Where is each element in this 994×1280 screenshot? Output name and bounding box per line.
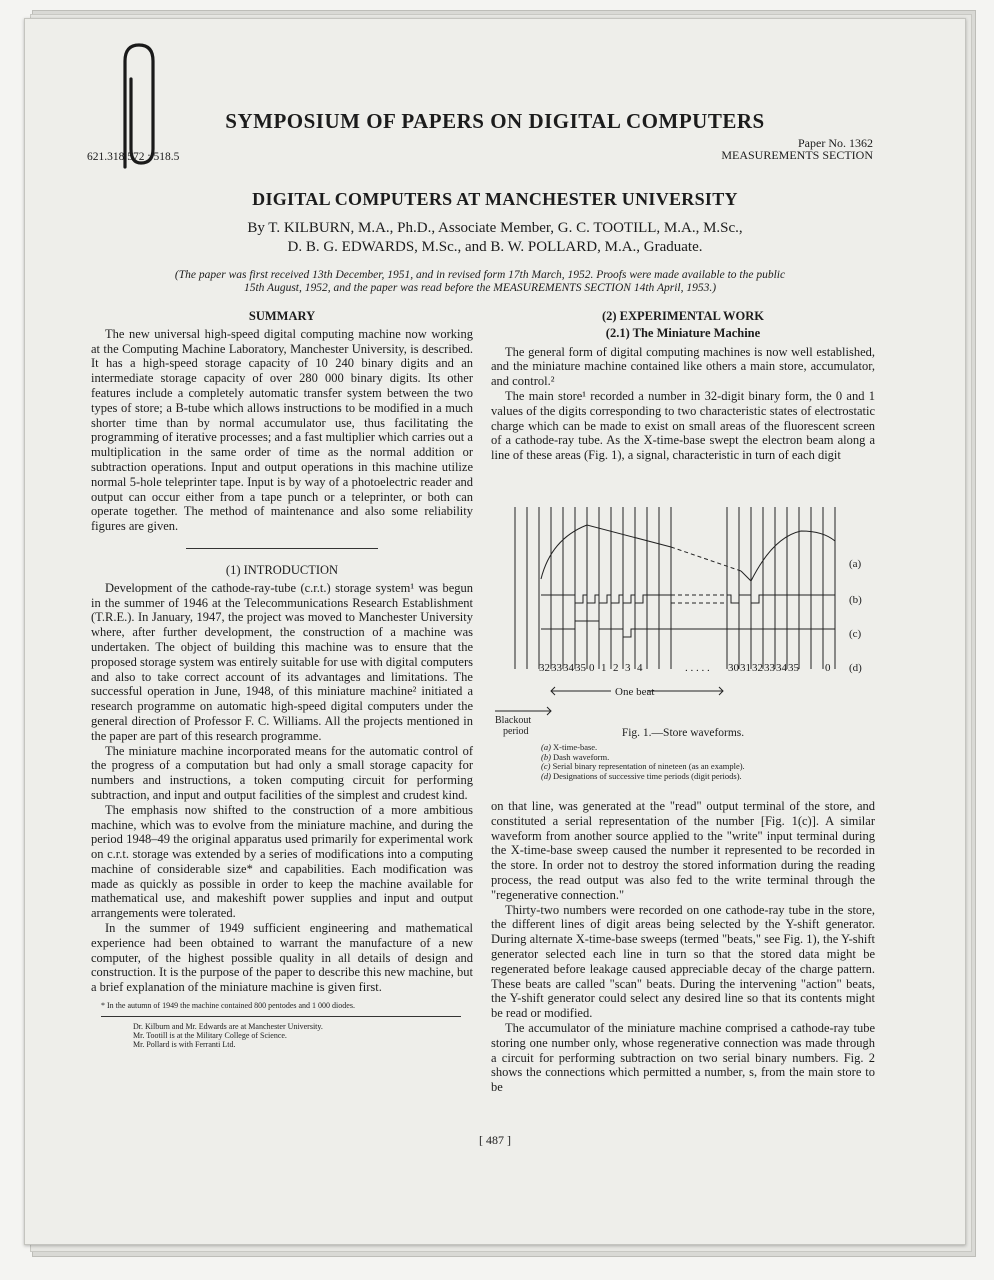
legend-item: (a) X-time-base. — [541, 742, 598, 752]
section-name: MEASUREMENTS SECTION — [721, 148, 873, 162]
waveform-b — [727, 595, 835, 603]
footnote-rule — [101, 1016, 461, 1017]
row-label-d: (d) — [849, 662, 862, 674]
intro-heading: (1) INTRODUCTION — [225, 562, 339, 577]
waveform-c — [541, 621, 835, 637]
left-column — [91, 309, 473, 1049]
intro-paragraph: Development of the cathode-ray-tube (c.r.t.) storage system¹ was begun in the summer of 1946 at the Telecommunications Research Establishment (T.R.E.). In January, 1947, the project was moved to Manchester University where, after further development, the construction of a machine was undertaken. The object of building this machine was to ensure that the proposed storage system was entirely suitable for use with digital computers and also to take correct account of its advantages and limitations. The successful operation in June, 1948, of this miniature machine² initiated a research programme on automatic high-speed digital computers under the general direction of Professor F. C. Williams. All the projects mentioned in the paper are part of this research programme. — [91, 580, 473, 743]
received-line-1: (The paper was first received 13th December, 1951, and in revised form 17th March, 1952. Proofs were made available to the public — [174, 269, 786, 281]
page-number: [ 487 ] — [479, 1133, 511, 1147]
waveform-a — [741, 531, 835, 581]
legend-item: (d) Designations of successive time periods (digit periods). — [541, 770, 742, 781]
affiliations — [91, 1022, 473, 1049]
row-label-b: (b) — [849, 594, 862, 606]
digit-label: 35 — [575, 662, 586, 674]
waveform-a — [541, 525, 671, 579]
footnote-star: * In the autumn of 1949 the machine contained 800 pentodes and 1 000 diodes. — [101, 1001, 355, 1011]
digit-label: 4 — [637, 662, 643, 674]
waveform-b — [541, 595, 671, 603]
experimental-heading: (2) EXPERIMENTAL WORK — [601, 309, 765, 323]
digit-label: 0 — [589, 662, 595, 674]
digit-label: 32 — [539, 662, 550, 674]
journal-title: SYMPOSIUM OF PAPERS ON DIGITAL COMPUTERS — [225, 109, 765, 133]
summary-text: The new universal high-speed digital computing machine now working at the Computing Machine Laboratory, Manchester University, is described. It has a high-speed storage capacity of 10 240 binary digits and an intermediate storage capacity of over 280 000 binary digits. Its other features include a completely automatic transfer system between the two types of store; a B-tube which allows instructions to be modified in a much shorter time than by normal accumulator use, thus facilitating the programming of iterative processes; and a fast multiplier which carries out a multiplication in the same order of time as the normal addition or subtraction operations. Input and output operations in this machine utilize normal 5-hole teleprinter tape. Input is by way of a photoelectric reader and output can occur either from a tape punch or a teleprinter, or both can operate together. The method of maintenance and also some reliability figures are given. — [91, 326, 473, 534]
row-label-c: (c) — [849, 628, 862, 640]
miniature-machine-heading: (2.1) The Miniature Machine — [605, 325, 761, 340]
intro-paragraph: The emphasis now shifted to the construction of a more ambitious machine, which was to evolve from the miniature machine, and during the period 1948–49 the original apparatus used primarily for experimental work on c.r.t. storage was extended by a series of modifications into a computing machine of considerable size* and capabilities. Each modification was made as quickly as possible in order to keep the machine available for mathematical use, and makeshift power supplies and input and output arrangements were tolerated. — [91, 802, 473, 921]
digit-label: 31 — [740, 662, 751, 674]
received-line-2: 15th August, 1952, and the paper was read before the MEASUREMENTS SECTION 14th April, 1953.) — [243, 282, 717, 294]
legend-item: (b) Dash waveform. — [541, 751, 610, 762]
udc-classification: 621.318.572 : 518.5 — [87, 151, 180, 163]
continued-paragraph: on that line, was generated at the "read" output terminal of the store, and constituted a serial representation of the number [Fig. 1(c)]. A similar waveform from another source applied to the "write" input terminal during the X-time-base sweep caused the number it represented to be recorded in the store. In order not to destroy the stored information during the reading process, the read output was also fed to the write terminal through the "regenerative connection." — [491, 799, 875, 902]
one-beat-label: One beat — [615, 686, 655, 698]
paper-title: DIGITAL COMPUTERS AT MANCHESTER UNIVERSITY — [252, 189, 738, 209]
digit-label: 34 — [776, 662, 787, 674]
digit-label: 34 — [563, 662, 574, 674]
digit-label: 2 — [613, 662, 619, 674]
authors — [25, 219, 965, 257]
document-page — [24, 18, 966, 1245]
figure-caption: Fig. 1.—Store waveforms. — [621, 727, 745, 739]
digit-label: 3 — [625, 662, 631, 674]
continued-paragraph: The accumulator of the miniature machine comprised a cathode-ray tube storing one number only, whose regenerative connection was made through a circuit for performing subtraction on two serial binary numbers. Fig. 2 shows the connections which permitted a number, s, from the main store to be — [491, 1020, 875, 1095]
digit-label: 30 — [728, 662, 739, 674]
experimental-paragraph: The general form of digital computing machines is now well established, and the miniature machine contained like others a main store, accumulator, and control.² — [491, 344, 875, 389]
legend-item: (c) Serial binary representation of nineteen (as an example). — [541, 761, 745, 771]
received-note — [87, 269, 873, 295]
affiliation-line: Dr. Kilburn and Mr. Edwards are at Manchester University. — [133, 1022, 323, 1032]
authors-line-1: By T. KILBURN, M.A., Ph.D., Associate Member, G. C. TOOTILL, M.A., M.Sc., — [247, 220, 743, 236]
intro-paragraph: The miniature machine incorporated means for the automatic control of the progress of a computation but had only a small storage capacity for numbers and instructions, a token computing circuit for performing subtraction, and input and output facilities of the simplest and crudest kind. — [91, 743, 473, 802]
right-column-top — [491, 309, 875, 463]
summary-heading: SUMMARY — [248, 309, 316, 323]
waveform-a-dashed — [671, 547, 741, 571]
figure-legend — [541, 743, 861, 781]
digit-label: 33 — [764, 662, 775, 674]
dots-label: . . . . . — [685, 662, 710, 674]
digit-label: 35 — [788, 662, 799, 674]
digit-label: 33 — [551, 662, 562, 674]
intro-paragraph: In the summer of 1949 sufficient engineering and mathematical experience had been obtained to warrant the manufacture of a new computer, of the highest possible quality in all details of design and construction. It is the purpose of the paper to describe this new machine, but a brief explanation of the miniature machine is given first. — [91, 921, 473, 995]
affiliation-line: Mr. Tootill is at the Military College of Science. — [133, 1031, 287, 1041]
continued-paragraph: Thirty-two numbers were recorded on one cathode-ray tube in the store, the different lines of digit areas being selected by the Y-shift generator. During alternate X-time-base sweeps (termed "beats," see Fig. 1), the Y-shift generator selected each line in turn so that the stored data might be regenerated before leakage caused appreciable decay of the charge pattern. These beats are called "scan" beats. During the intervening "action" beats, the Y-shift generator could select any desired line so that its contents might be read or modified. — [491, 902, 875, 1021]
blackout-label: Blackout — [495, 715, 532, 726]
summary-divider — [186, 548, 378, 549]
paper-number-block — [721, 137, 873, 161]
row-label-a: (a) — [849, 558, 862, 570]
authors-line-2: D. B. G. EDWARDS, M.Sc., and B. W. POLLARD, M.A., Graduate. — [287, 239, 703, 255]
experimental-paragraph: The main store¹ recorded a number in 32-digit binary form, the 0 and 1 values of the digits corresponding to two characteristic states of electrostatic charge which can be made to exist on small areas of the fluorescent screen of a cathode-ray tube. As the X-time-base swept the electron beam along a line of these areas (Fig. 1), a signal, characteristic in turn of each digit — [491, 388, 875, 463]
digit-label: 32 — [752, 662, 763, 674]
digit-label: 0 — [825, 662, 831, 674]
right-column-bottom — [491, 799, 875, 1095]
blackout-label: period — [503, 726, 529, 737]
digit-label: 1 — [601, 662, 607, 674]
affiliation-line: Mr. Pollard is with Ferranti Ltd. — [133, 1040, 236, 1050]
paper-number: Paper No. 1362 — [798, 136, 873, 150]
